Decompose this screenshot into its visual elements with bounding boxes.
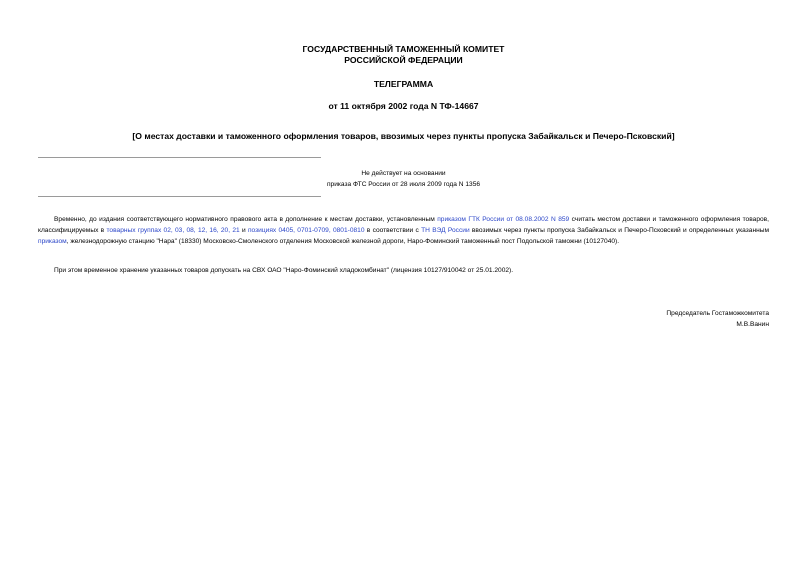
paragraph-text: ввозимых через пункты пропуска Забайкальск и Печеро-Псковский и определенных указанным xyxy=(469,227,770,235)
paragraph-storage: При этом временное хранение указанных товаров допускать на СВХ ОАО "Наро-Фоминский хладокомбинат" (лицензия 10127/910042 от 25.01.2002). xyxy=(54,267,514,274)
link-order-gtk-859[interactable]: приказом ГТК России от 08.08.2002 N 859 xyxy=(437,216,570,223)
signatory-position: Председатель Гостаможкомитета xyxy=(666,310,769,317)
paragraph-text: , железнодорожную станцию "Нара" (18330) Московско-Смоленского отделения Московской железной дороги, Наро-Фоминский таможенный пост Подольской таможни (10127040). xyxy=(66,238,620,246)
link-commodity-groups[interactable]: товарных группах 02, 03, 08, 12, 16, 20, 21 xyxy=(106,227,240,235)
paragraph-text: в соответствии с xyxy=(364,227,422,235)
paragraph-text: Временно, до издания соответствующего нормативного правового акта в дополнение к местам доставки, установленным xyxy=(54,216,438,223)
status-notice xyxy=(200,169,607,190)
paragraph-main xyxy=(38,214,769,248)
status-notice-line1: Не действует на основании xyxy=(361,170,446,177)
link-tn-ved[interactable]: ТН ВЭД России xyxy=(421,227,470,235)
paragraph-text: считать местом доставки и таможенного оформления товаров, классифицируемых в xyxy=(38,216,769,235)
status-notice-line2: приказа ФТС России от 28 июля 2009 года N 1356 xyxy=(326,180,481,188)
link-commodity-positions[interactable]: позициях 0405, 0701-0709, 0801-0810 xyxy=(247,227,365,235)
divider-top xyxy=(38,157,321,158)
divider-bottom xyxy=(38,196,321,197)
paragraph-text: и xyxy=(239,227,248,235)
link-order[interactable]: приказом xyxy=(38,238,67,246)
document-date-number: от 11 октября 2002 года N ТФ-14667 xyxy=(328,101,479,111)
organization-name-line1: ГОСУДАРСТВЕННЫЙ ТАМОЖЕННЫЙ КОМИТЕТ xyxy=(302,44,505,54)
document-title: [О местах доставки и таможенного оформления товаров, ввозимых через пункты пропуска Забайкальск и Печеро-Псковский] xyxy=(132,131,675,141)
signature-block xyxy=(666,309,769,330)
signatory-name: М.В.Ванин xyxy=(736,320,769,328)
organization-name-line2: РОССИЙСКОЙ ФЕДЕРАЦИИ xyxy=(344,55,463,65)
document-type: ТЕЛЕГРАММА xyxy=(373,79,434,89)
issuing-organization xyxy=(0,44,807,66)
